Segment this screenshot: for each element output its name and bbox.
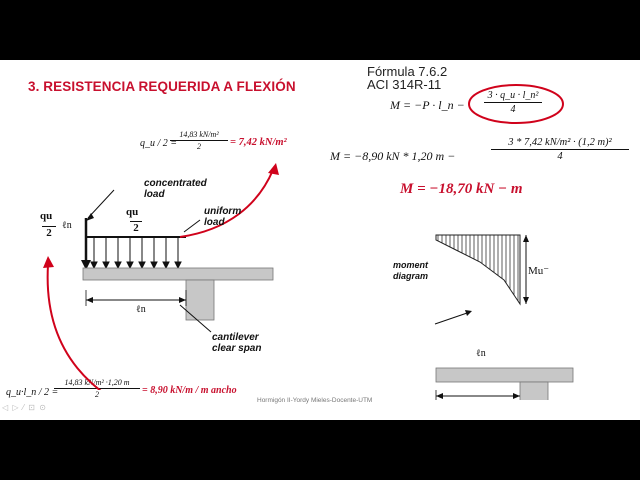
moment-sub-denominator: 4 xyxy=(557,151,563,162)
code-reference: ACI 314R-11 xyxy=(367,77,442,92)
uniform-load-arrows xyxy=(91,238,181,268)
slide xyxy=(0,60,640,420)
ln-label-p: ℓn xyxy=(62,220,72,231)
qu-ln-lhs: q_u·l_n / 2 = xyxy=(6,387,59,398)
qu-ln-numerator: 14,83 kN/m² ·1,20 m xyxy=(64,378,130,387)
moment-diagram xyxy=(380,220,580,400)
qu-label-p: qu xyxy=(40,210,53,222)
qu-half-fraction xyxy=(166,130,232,151)
mu-label: Mu⁻ xyxy=(528,265,550,277)
qu-half-lhs: q_u / 2 = xyxy=(140,138,178,149)
moment-column xyxy=(520,382,548,400)
qu-half-result: = 7,42 kN/m² xyxy=(230,137,287,148)
slide-title: 3. RESISTENCIA REQUERIDA A FLEXIÓN xyxy=(28,79,296,94)
qu-ln-denominator: 2 xyxy=(95,390,99,399)
highlight-ellipse xyxy=(466,82,566,126)
two-label-p: 2 xyxy=(42,226,56,239)
moment-formula-general xyxy=(390,98,465,113)
moment-general-numerator: 3 · q_u · l_n² xyxy=(487,90,539,101)
qu-label-load: qu xyxy=(126,206,139,218)
moment-result: M = −18,70 kN − m xyxy=(400,181,523,197)
formula-reference: Fórmula 7.6.2 xyxy=(367,64,448,79)
uniform-load-line xyxy=(86,236,186,238)
moment-shape xyxy=(436,235,520,304)
moment-substituted-fraction xyxy=(485,137,635,162)
qu-ln-result: = 8,90 kN/m / m ancho xyxy=(142,385,237,396)
red-arrow-to-p xyxy=(48,265,178,390)
slide-footer: Hormigón II-Yordy Mieles-Docente-UTM xyxy=(257,397,373,404)
moment-substituted-lhs: M = −8,90 kN * 1,20 m − xyxy=(330,149,456,163)
ln-label-moment: ℓn xyxy=(476,348,486,359)
qu-half-numerator: 14,83 kN/m² xyxy=(179,130,219,139)
qu-half-denominator: 2 xyxy=(197,142,201,151)
moment-slab xyxy=(436,368,573,382)
ln-label-span: ℓn xyxy=(136,304,146,315)
moment-general-lhs: M = −P · l_n − xyxy=(390,98,465,112)
two-label-load: 2 xyxy=(130,221,142,234)
moment-general-denominator: 4 xyxy=(510,104,516,115)
slab xyxy=(83,268,273,280)
uniform-load-label: uniform load xyxy=(204,206,242,228)
moment-sub-numerator: 3 * 7,42 kN/m² · (1,2 m)² xyxy=(508,137,612,148)
moment-diagram-label: moment diagram xyxy=(393,260,429,281)
concentrated-load-label: concentrated load xyxy=(144,178,207,200)
cantilever-span-label: cantilever clear span xyxy=(212,332,262,354)
slide-controls[interactable]: ◁ ▷ ⁄ ⊡ ⊙ xyxy=(2,403,47,412)
